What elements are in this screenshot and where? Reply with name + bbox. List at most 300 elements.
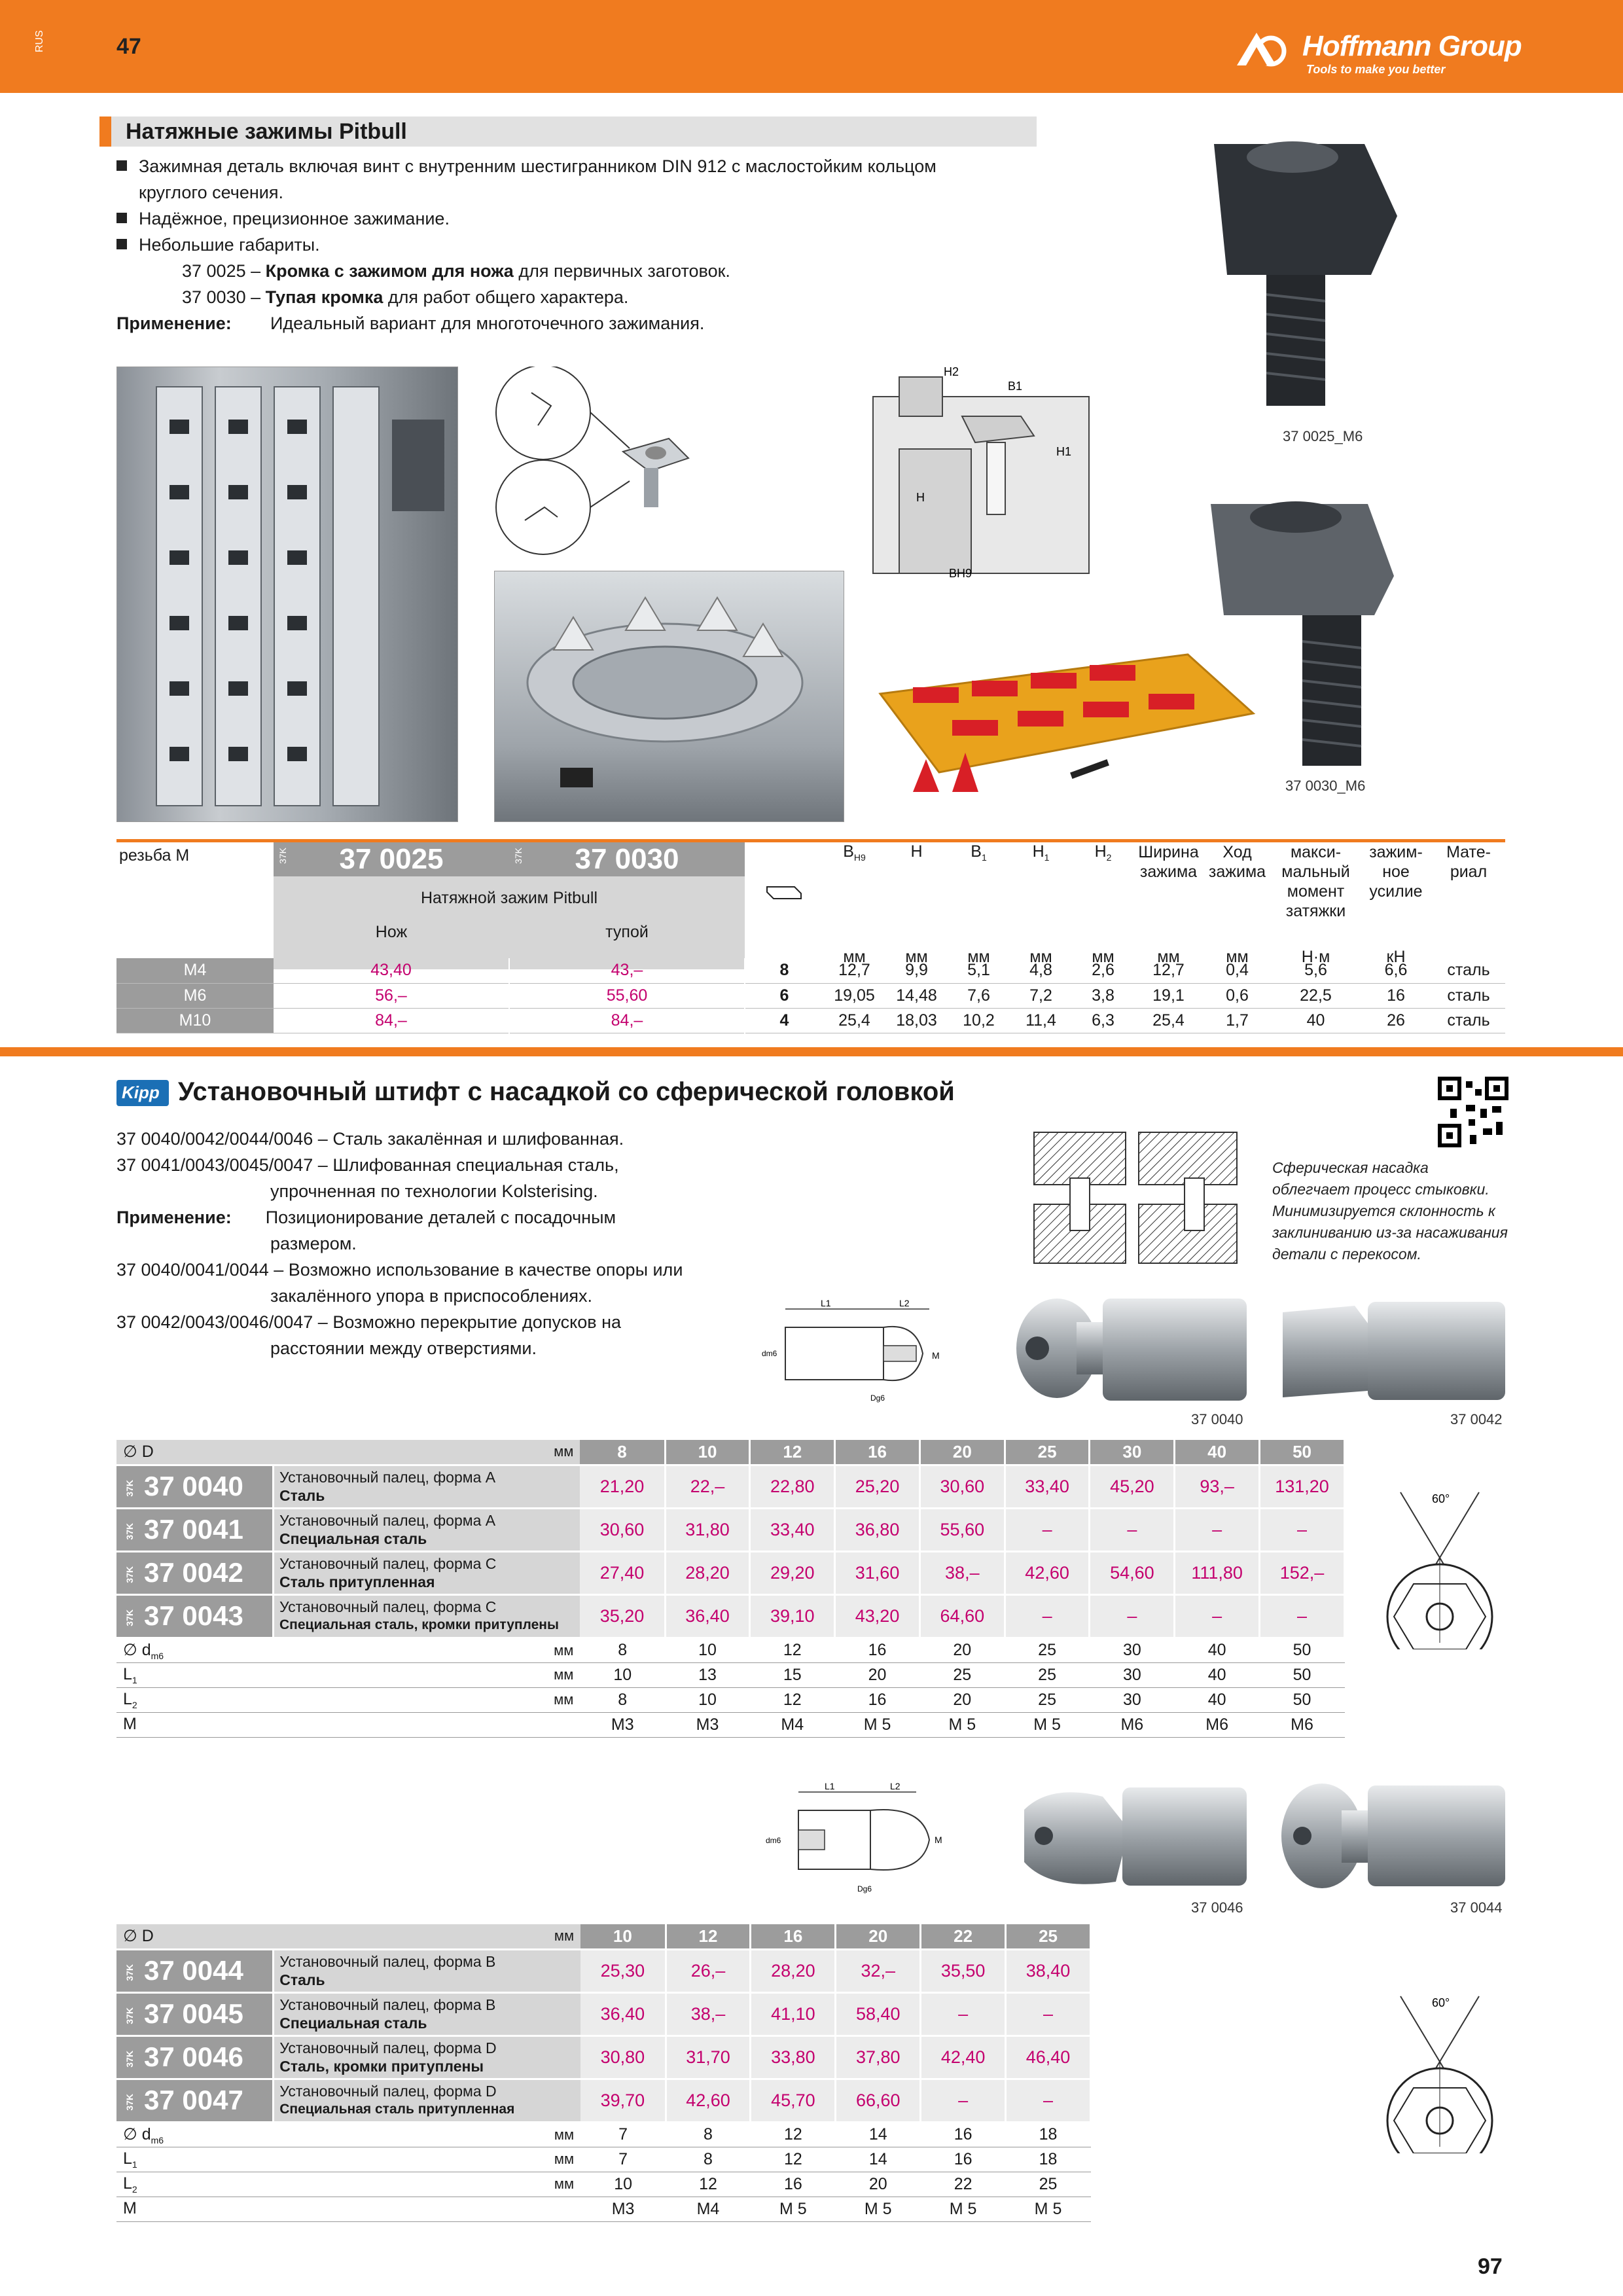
dim-value: 20: [835, 1662, 920, 1687]
price-cell: 38,–: [919, 1551, 1005, 1594]
angle-60-drawing-b: [1374, 1983, 1505, 2153]
fixture-photo: [494, 571, 844, 822]
dim-label: M: [116, 2197, 274, 2221]
pitbull-table: резьба M 37K 37 0025 37K 37 0030 $B_{H9}$ H $B_1$ $H_1$ $H_2$ Ширина зажима Ход зажима макси-мальный момент затяжки зажим-ное усилие Мате-риал Натяжной зажим Pitbull Нож тупой мм мм мм мм мм мм мм Н·м кН: [116, 842, 1505, 969]
price-cell: 28,20: [751, 1949, 836, 1992]
dim-value: 15: [750, 1662, 835, 1687]
price-cell: 152,–: [1260, 1551, 1345, 1594]
product-row: [116, 1551, 1345, 1594]
col-blunt: тупой: [509, 920, 745, 944]
value-cell: 11,4: [1010, 1008, 1072, 1033]
dim-value: 50: [1260, 1638, 1345, 1662]
dim-value: M3: [580, 2197, 666, 2221]
value-cell: M10: [116, 1008, 274, 1033]
price-cell: 38,40: [1006, 1949, 1091, 1992]
value-cell: M6: [116, 983, 274, 1008]
price-cell: –: [1175, 1508, 1260, 1551]
dim-value: M6: [1175, 1712, 1260, 1737]
dim-value: 25: [1005, 1687, 1090, 1712]
price-cell: –: [1175, 1594, 1260, 1638]
size-header: 30: [1090, 1440, 1175, 1465]
pin-37-0046-render: [1011, 1777, 1253, 1895]
svg-text:Dg6: Dg6: [857, 1884, 872, 1893]
value-cell: 4: [745, 1008, 823, 1033]
dim-value: 10: [665, 1638, 750, 1662]
price-cell: 39,10: [750, 1594, 835, 1638]
dim-label: B1: [1008, 380, 1023, 393]
price-cell: 21,20: [580, 1465, 665, 1508]
price-cell: 31,80: [665, 1508, 750, 1551]
dim-value: 20: [919, 1638, 1005, 1662]
caption-37-0040: 37 0040: [1191, 1411, 1243, 1427]
clamp-detail-drawing: [492, 367, 708, 556]
value-cell: 7,6: [948, 983, 1010, 1008]
caption-37-0025: 37 0025_M6: [1283, 428, 1363, 444]
section1-title: Натяжные зажимы Pitbull: [126, 119, 407, 144]
col-h2: $H_2$: [1094, 842, 1112, 863]
price-cell: 37,80: [836, 2036, 921, 2079]
dim-value: 20: [919, 1687, 1005, 1712]
dim-value: 25: [919, 1662, 1005, 1687]
price-cell: –: [1090, 1594, 1175, 1638]
price-cell: 32,–: [836, 1949, 921, 1992]
sphere-note: Сферическая насадка облегчает процесс стыковки. Минимизируется склонность к заклиниванию из-за насаживания детали с перекосом.: [1272, 1159, 1508, 1263]
svg-text:60°: 60°: [1432, 1492, 1450, 1505]
caption-37-0042: 37 0042: [1450, 1411, 1503, 1427]
dim-label: $L_1$: [116, 1662, 274, 1687]
svg-text:L1: L1: [825, 1781, 835, 1791]
price-cell: 84,–: [509, 1008, 745, 1033]
product-name-cell: Установочный палец, форма A Специальная сталь: [274, 1508, 580, 1551]
size-header-row: [116, 1440, 1345, 1465]
price-cell: –: [921, 1992, 1006, 2036]
price-cell: 56,–: [274, 983, 509, 1008]
product-row: [116, 1594, 1345, 1638]
dimension-row: [116, 1687, 1345, 1712]
dim-value: M 5: [751, 2197, 836, 2221]
dim-value: M6: [1260, 1712, 1345, 1737]
col-knife: Нож: [274, 920, 509, 944]
value-cell: 12,7: [1134, 958, 1203, 983]
price-cell: 30,60: [919, 1465, 1005, 1508]
price-cell: 31,70: [666, 2036, 751, 2079]
size-header: 40: [1175, 1440, 1260, 1465]
value-cell: 7,2: [1010, 983, 1072, 1008]
dim-value: 16: [751, 2172, 836, 2197]
size-header: 12: [666, 1924, 751, 1949]
price-cell: 66,60: [836, 2079, 921, 2122]
svg-text:M: M: [935, 1835, 942, 1845]
price-cell: 111,80: [1175, 1551, 1260, 1594]
size-header: 16: [835, 1440, 920, 1465]
value-cell: 5,1: [948, 958, 1010, 983]
value-cell: 0,6: [1203, 983, 1272, 1008]
d-label: ∅ D: [116, 1440, 274, 1465]
dim-label: H: [916, 491, 925, 504]
fixture-grid-illustration: [117, 367, 458, 822]
size-header: 16: [751, 1924, 836, 1949]
size-header: 20: [919, 1440, 1005, 1465]
dim-value: 40: [1175, 1662, 1260, 1687]
d-label: ∅ D: [116, 1924, 274, 1949]
price-cell: 45,20: [1090, 1465, 1175, 1508]
product-name-cell: Установочный палец, форма C Специальная сталь, кромки притуплены: [274, 1594, 580, 1638]
bullet-item: Зажимная деталь включая винт с внутренним шестигранником DIN 912 с маслостойким кольцом: [116, 153, 1052, 179]
pin-a-dimension-drawing: [759, 1296, 1008, 1407]
dim-unit: мм: [274, 1687, 580, 1712]
price-cell: 25,20: [835, 1465, 920, 1508]
section1-bullets: [116, 153, 1052, 310]
pin-37-0040-render: [1011, 1289, 1253, 1414]
price-cell: 43,–: [509, 958, 745, 983]
dim-value: M3: [580, 1712, 665, 1737]
price-cell: 93,–: [1175, 1465, 1260, 1508]
product-row: [116, 2079, 1091, 2122]
dim-label: ∅ $d_{m6}$: [116, 1638, 274, 1662]
dim-value: M 5: [1006, 2197, 1091, 2221]
dimension-row: [116, 2147, 1091, 2172]
red-fixture-illustration: [874, 596, 1260, 812]
price-cell: 28,20: [665, 1551, 750, 1594]
page-number-bottom: 97: [1478, 2254, 1503, 2279]
price-cell: 30,80: [580, 2036, 666, 2079]
price-cell: 38,–: [666, 1992, 751, 2036]
section-separator: [0, 1047, 1623, 1056]
col-bh9: $B_{H9}$: [843, 842, 866, 863]
clamp-blunt-render: [1204, 484, 1407, 785]
price-cell: 45,70: [751, 2079, 836, 2122]
col-clamp-width: Ширина зажима: [1138, 843, 1199, 881]
value-cell: 6: [745, 983, 823, 1008]
dim-value: 13: [665, 1662, 750, 1687]
dim-value: 25: [1005, 1662, 1090, 1687]
dimension-row: [116, 2122, 1091, 2147]
dim-value: 40: [1175, 1687, 1260, 1712]
dim-value: 14: [836, 2147, 921, 2172]
svg-text:60°: 60°: [1432, 1996, 1450, 2009]
table-row: [116, 983, 1505, 1008]
value-cell: M4: [116, 958, 274, 983]
value-cell: сталь: [1432, 1008, 1505, 1033]
dim-unit: [274, 2197, 580, 2221]
price-cell: 46,40: [1006, 2036, 1091, 2079]
dimension-row: [116, 1712, 1345, 1737]
size-header: 20: [836, 1924, 921, 1949]
caption-37-0046: 37 0046: [1191, 1899, 1243, 1916]
dim-label: $L_1$: [116, 2147, 274, 2172]
dim-value: M3: [665, 1712, 750, 1737]
svg-text:L2: L2: [890, 1781, 901, 1791]
size-header: 22: [921, 1924, 1006, 1949]
value-cell: 6,3: [1072, 1008, 1134, 1033]
language-tag: RUS: [34, 30, 45, 52]
dim-value: 16: [921, 2147, 1006, 2172]
product-row: [116, 2036, 1091, 2079]
value-cell: сталь: [1432, 983, 1505, 1008]
price-cell: 31,60: [835, 1551, 920, 1594]
pins-table-a: [116, 1440, 1346, 1738]
price-cell: –: [921, 2079, 1006, 2122]
price-cell: 36,40: [580, 1992, 666, 2036]
size-header: 8: [580, 1440, 665, 1465]
price-cell: 35,20: [580, 1594, 665, 1638]
price-cell: 36,40: [665, 1594, 750, 1638]
dim-value: 12: [751, 2147, 836, 2172]
unit-label: мм: [274, 1440, 580, 1465]
bullet-square-icon: [116, 213, 127, 223]
value-cell: 25,4: [823, 1008, 885, 1033]
bullet-square-icon: [116, 239, 127, 249]
product-subtitle: Натяжной зажим Pitbull: [274, 876, 745, 920]
product-row: [116, 1508, 1345, 1551]
unit-label: мм: [274, 1924, 580, 1949]
article-cell: 37K 37 0045: [116, 1992, 274, 2036]
dim-value: 25: [1005, 1638, 1090, 1662]
price-cell: 43,40: [274, 958, 509, 983]
value-cell: 14,48: [885, 983, 948, 1008]
thread-label: резьба M: [119, 846, 190, 865]
dim-value: 7: [580, 2122, 666, 2147]
col-h1: $H_1$: [1032, 842, 1050, 863]
svg-text:dm6: dm6: [766, 1836, 781, 1845]
dim-value: 12: [751, 2122, 836, 2147]
dim-value: M4: [750, 1712, 835, 1737]
value-cell: 2,6: [1072, 958, 1134, 983]
pins-table-b: [116, 1924, 1092, 2222]
bullet-item: Надёжное, прецизионное зажимание.: [116, 206, 1052, 232]
price-cell: –: [1006, 2079, 1091, 2122]
product-name-cell: Установочный палец, форма B Специальная сталь: [274, 1992, 580, 2036]
price-cell: 41,10: [751, 1992, 836, 2036]
caption-37-0030: 37 0030_M6: [1285, 778, 1366, 794]
value-cell: 5,6: [1272, 958, 1360, 983]
dim-value: 50: [1260, 1662, 1345, 1687]
value-cell: 8: [745, 958, 823, 983]
dim-value: M 5: [919, 1712, 1005, 1737]
svg-text:Dg6: Dg6: [870, 1393, 885, 1403]
bullet-square-icon: [116, 160, 127, 171]
article-cell: 37K 37 0046: [116, 2036, 274, 2079]
dim-value: 10: [665, 1687, 750, 1712]
value-cell: 19,1: [1134, 983, 1203, 1008]
brand-logo: [1230, 26, 1522, 79]
article-cell: 37K 37 0043: [116, 1594, 274, 1638]
price-cell: 33,40: [1005, 1465, 1090, 1508]
value-cell: 22,5: [1272, 983, 1360, 1008]
article-cell: 37K 37 0044: [116, 1949, 274, 1992]
svg-text:dm6: dm6: [762, 1349, 777, 1358]
dim-unit: [274, 1712, 580, 1737]
value-cell: 3,8: [1072, 983, 1134, 1008]
use-text: Идеальный вариант для многоточечного зажимания.: [270, 314, 705, 333]
article-cell: 37K 37 0042: [116, 1551, 274, 1594]
price-cell: –: [1005, 1508, 1090, 1551]
dim-unit: мм: [274, 2122, 580, 2147]
price-cell: 27,40: [580, 1551, 665, 1594]
dim-unit: мм: [274, 1662, 580, 1687]
value-cell: 4,8: [1010, 958, 1072, 983]
section2-title: Установочный штифт с насадкой со сферической головкой: [178, 1077, 955, 1106]
value-cell: 6,6: [1360, 958, 1432, 983]
bullet-continuation: круглого сечения.: [139, 183, 283, 202]
dim-value: 40: [1175, 1638, 1260, 1662]
dim-value: 25: [1006, 2172, 1091, 2197]
price-cell: 42,40: [921, 2036, 1006, 2079]
value-cell: 18,03: [885, 1008, 948, 1033]
value-cell: сталь: [1432, 958, 1505, 983]
price-cell: 25,30: [580, 1949, 666, 1992]
size-header: 10: [580, 1924, 666, 1949]
svg-text:L2: L2: [899, 1298, 910, 1308]
dim-unit: мм: [274, 2147, 580, 2172]
dim-label: M: [116, 1712, 274, 1737]
price-cell: 36,80: [835, 1508, 920, 1551]
dim-value: 8: [666, 2122, 751, 2147]
value-cell: 1,7: [1203, 1008, 1272, 1033]
pin-b-dimension-drawing: [759, 1779, 1008, 1897]
dim-label: ∅ $d_{m6}$: [116, 2122, 274, 2147]
value-cell: 12,7: [823, 958, 885, 983]
product-name-cell: Установочный палец, форма D Специальная сталь притупленная: [274, 2079, 580, 2122]
profile-icon-cell: [745, 842, 823, 944]
dim-value: 18: [1006, 2122, 1091, 2147]
page-number-top: 47: [116, 34, 141, 59]
pin-section-drawing: [1027, 1126, 1243, 1270]
dim-value: 8: [666, 2147, 751, 2172]
art-37-0030: 37K 37 0030: [509, 842, 745, 876]
dim-value: 30: [1090, 1662, 1175, 1687]
dim-value: 8: [580, 1687, 665, 1712]
value-cell: 9,9: [885, 958, 948, 983]
pin-37-0042-render: [1276, 1293, 1512, 1410]
size-header: 50: [1260, 1440, 1345, 1465]
price-cell: 22,80: [750, 1465, 835, 1508]
price-cell: 33,80: [751, 2036, 836, 2079]
value-cell: 19,05: [823, 983, 885, 1008]
dim-unit: мм: [274, 2172, 580, 2197]
use-label: Применение:: [116, 314, 232, 333]
product-name-cell: Установочный палец, форма D Сталь, кромки притуплены: [274, 2036, 580, 2079]
dim-value: 30: [1090, 1687, 1175, 1712]
value-cell: 0,4: [1203, 958, 1272, 983]
value-cell: 26: [1360, 1008, 1432, 1033]
pin-37-0044-render: [1276, 1774, 1512, 1898]
dim-value: M4: [666, 2197, 751, 2221]
dim-label: BH9: [949, 567, 972, 580]
price-cell: 39,70: [580, 2079, 666, 2122]
price-cell: –: [1090, 1508, 1175, 1551]
table-row: [116, 1008, 1505, 1033]
kipp-logo: Kipp: [116, 1080, 169, 1106]
price-cell: 55,60: [509, 983, 745, 1008]
dim-label: H1: [1056, 445, 1072, 458]
qr-code-icon: [1437, 1076, 1509, 1148]
dim-value: 50: [1260, 1687, 1345, 1712]
art-37-0025: 37K 37 0025: [274, 842, 509, 876]
product-name-cell: Установочный палец, форма A Сталь: [274, 1465, 580, 1508]
price-cell: 42,60: [1005, 1551, 1090, 1594]
table-row: [116, 958, 1505, 983]
dim-value: 10: [580, 2172, 666, 2197]
variant-line: 37 0030 – Тупая кромка для работ общего характера.: [182, 287, 629, 307]
product-row: [116, 1992, 1091, 2036]
product-row: [116, 1465, 1345, 1508]
dim-value: 22: [921, 2172, 1006, 2197]
dimension-row: [116, 1662, 1345, 1687]
product-name-cell: Установочный палец, форма C Сталь притупленная: [274, 1551, 580, 1594]
dim-value: 10: [580, 1662, 665, 1687]
price-cell: 58,40: [836, 1992, 921, 2036]
price-cell: –: [1006, 1992, 1091, 2036]
price-cell: –: [1260, 1594, 1345, 1638]
svg-text:M: M: [932, 1350, 940, 1361]
value-cell: 40: [1272, 1008, 1360, 1033]
dim-value: M 5: [835, 1712, 920, 1737]
dim-value: 8: [580, 1638, 665, 1662]
logo-icon: [1230, 26, 1296, 72]
product-row: [116, 1949, 1091, 1992]
brand-tagline: Tools to make you better: [1306, 63, 1446, 76]
col-clamp-force: зажим-ное усилие: [1369, 843, 1423, 901]
clamp-dimension-drawing: [870, 364, 1106, 580]
price-cell: 55,60: [919, 1508, 1005, 1551]
dim-unit: мм: [274, 1638, 580, 1662]
brand-name: Hoffmann Group: [1302, 30, 1522, 62]
price-cell: 30,60: [580, 1508, 665, 1551]
dim-value: M6: [1090, 1712, 1175, 1737]
size-header: 25: [1006, 1924, 1091, 1949]
bullet-item: Небольшие габариты.: [116, 232, 1052, 258]
dim-label: $L_2$: [116, 2172, 274, 2197]
size-header: 12: [750, 1440, 835, 1465]
dim-value: 18: [1006, 2147, 1091, 2172]
price-cell: 84,–: [274, 1008, 509, 1033]
section1-title-bar: [99, 117, 1037, 147]
price-cell: 22,–: [665, 1465, 750, 1508]
col-h: H: [910, 842, 923, 861]
dimension-row: [116, 2197, 1091, 2221]
dim-value: M 5: [921, 2197, 1006, 2221]
col-material: Мате-риал: [1446, 843, 1491, 881]
pitbull-table-body: [116, 958, 1505, 1033]
col-b1: $B_1$: [971, 842, 987, 863]
dim-value: 12: [750, 1638, 835, 1662]
dim-value: 12: [750, 1687, 835, 1712]
svg-text:L1: L1: [821, 1298, 831, 1308]
variant-line: 37 0025 – Кромка с зажимом для ножа для первичных заготовок.: [182, 261, 730, 281]
price-cell: 43,20: [835, 1594, 920, 1638]
dim-value: M 5: [1005, 1712, 1090, 1737]
value-cell: 16: [1360, 983, 1432, 1008]
price-cell: 29,20: [750, 1551, 835, 1594]
dim-value: 20: [836, 2172, 921, 2197]
price-cell: 42,60: [666, 2079, 751, 2122]
dim-value: 12: [666, 2172, 751, 2197]
caption-37-0044: 37 0044: [1450, 1899, 1503, 1916]
dim-value: 14: [836, 2122, 921, 2147]
price-cell: –: [1260, 1508, 1345, 1551]
dim-value: 7: [580, 2147, 666, 2172]
price-cell: 33,40: [750, 1508, 835, 1551]
section2-description: 37 0040/0042/0044/0046 – Сталь закалённая и шлифованная. 37 0041/0043/0045/0047 – Шлифованная специальная сталь, упрочненная по технологии Kolsterising. Применение: Позиционирование деталей с посадочным размером. 37 0040/0041/0044 – Возможно использование в качестве опоры или закалённого упора в приспособлениях. 37 0042/0043/0046/0047 – Возможно перекрытие допусков на расстоянии между отверстиями.: [116, 1129, 683, 1358]
round-fixture-illustration: [495, 571, 844, 822]
size-header: 10: [665, 1440, 750, 1465]
dim-value: 16: [835, 1638, 920, 1662]
value-cell: 10,2: [948, 1008, 1010, 1033]
col-max-torque: макси-мальный момент затяжки: [1281, 843, 1350, 920]
dim-value: 16: [921, 2122, 1006, 2147]
article-cell: 37K 37 0041: [116, 1508, 274, 1551]
